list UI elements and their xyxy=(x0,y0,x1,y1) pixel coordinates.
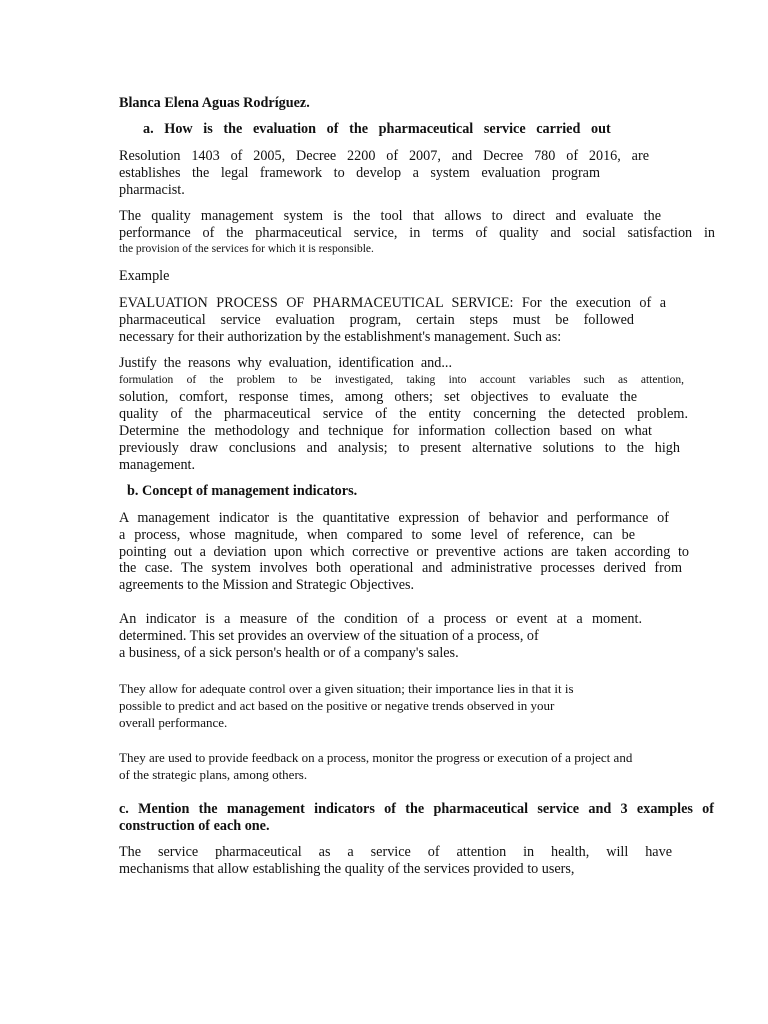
paragraph-legal-line-2: establishes the legal framework to develop a system evaluation program xyxy=(119,165,600,181)
paragraph-control-line-3: overall performance. xyxy=(119,715,228,730)
paragraph-service-line-1: The service pharmaceutical as a service of attention in health, will have xyxy=(119,844,672,860)
paragraph-feedback-line-1: They are used to provide feedback on a process, monitor the progress or execution of a project and xyxy=(119,750,633,765)
paragraph-quality-line-3: the provision of the services for which it is responsible. xyxy=(119,243,374,255)
paragraph-indicator-line-3: pointing out a deviation upon which corrective or preventive actions are taken according to xyxy=(119,544,689,560)
author-name: Blanca Elena Aguas Rodríguez. xyxy=(119,95,310,111)
paragraph-evaluation-line-1: EVALUATION PROCESS OF PHARMACEUTICAL SERVICE: For the execution of a xyxy=(119,295,666,311)
paragraph-steps-line-1: Justify the reasons why evaluation, identification and... xyxy=(119,355,452,371)
paragraph-steps-line-7: management. xyxy=(119,457,196,473)
paragraph-measure-line-1: An indicator is a measure of the condition of a process or event at a moment. xyxy=(119,611,642,627)
paragraph-evaluation-line-3: necessary for their authorization by the establishment's management. Such as: xyxy=(119,329,562,345)
paragraph-measure-line-2: determined. This set provides an overview of the situation of a process, of xyxy=(119,628,539,644)
paragraph-measure-line-3: a business, of a sick person's health or of a company's sales. xyxy=(119,645,459,661)
paragraph-legal-line-1: Resolution 1403 of 2005, Decree 2200 of 2007, and Decree 780 of 2016, are xyxy=(119,148,649,164)
paragraph-evaluation-line-2: pharmaceutical service evaluation program, certain steps must be followed xyxy=(119,312,634,328)
paragraph-feedback-line-2: of the strategic plans, among others. xyxy=(119,767,308,782)
paragraph-steps-line-2: formulation of the problem to be investigated, taking into account variables such as attention, xyxy=(119,374,684,386)
heading-c-line-1: c. Mention the management indicators of the pharmaceutical service and 3 examples of xyxy=(119,801,714,817)
example-label: Example xyxy=(119,268,170,284)
paragraph-steps-line-6: previously draw conclusions and analysis; to present alternative solutions to the high xyxy=(119,440,680,456)
paragraph-indicator-line-4: the case. The system involves both operational and administrative processes derived from xyxy=(119,560,682,576)
paragraph-steps-line-5: Determine the methodology and technique for information collection based on what xyxy=(119,423,652,439)
paragraph-legal-line-3: pharmacist. xyxy=(119,182,185,198)
paragraph-steps-line-4: quality of the pharmaceutical service of the entity concerning the detected problem. xyxy=(119,406,688,422)
paragraph-control-line-2: possible to predict and act based on the positive or negative trends observed in your xyxy=(119,698,555,713)
paragraph-quality-line-2: performance of the pharmaceutical service, in terms of quality and social satisfaction in xyxy=(119,225,715,241)
heading-c-line-2: construction of each one. xyxy=(119,818,270,834)
paragraph-indicator-line-5: agreements to the Mission and Strategic Objectives. xyxy=(119,577,415,593)
heading-a: a. How is the evaluation of the pharmaceutical service carried out xyxy=(143,121,611,137)
paragraph-indicator-line-2: a process, whose magnitude, when compared to some level of reference, can be xyxy=(119,527,635,543)
paragraph-quality-line-1: The quality management system is the tool that allows to direct and evaluate the xyxy=(119,208,661,224)
paragraph-control-line-1: They allow for adequate control over a given situation; their importance lies in that it is xyxy=(119,681,574,696)
paragraph-steps-line-3: solution, comfort, response times, among others; set objectives to evaluate the xyxy=(119,389,637,405)
heading-b: b. Concept of management indicators. xyxy=(127,483,358,499)
paragraph-indicator-line-1: A management indicator is the quantitative expression of behavior and performance of xyxy=(119,510,669,526)
paragraph-service-line-2: mechanisms that allow establishing the quality of the services provided to users, xyxy=(119,861,575,877)
